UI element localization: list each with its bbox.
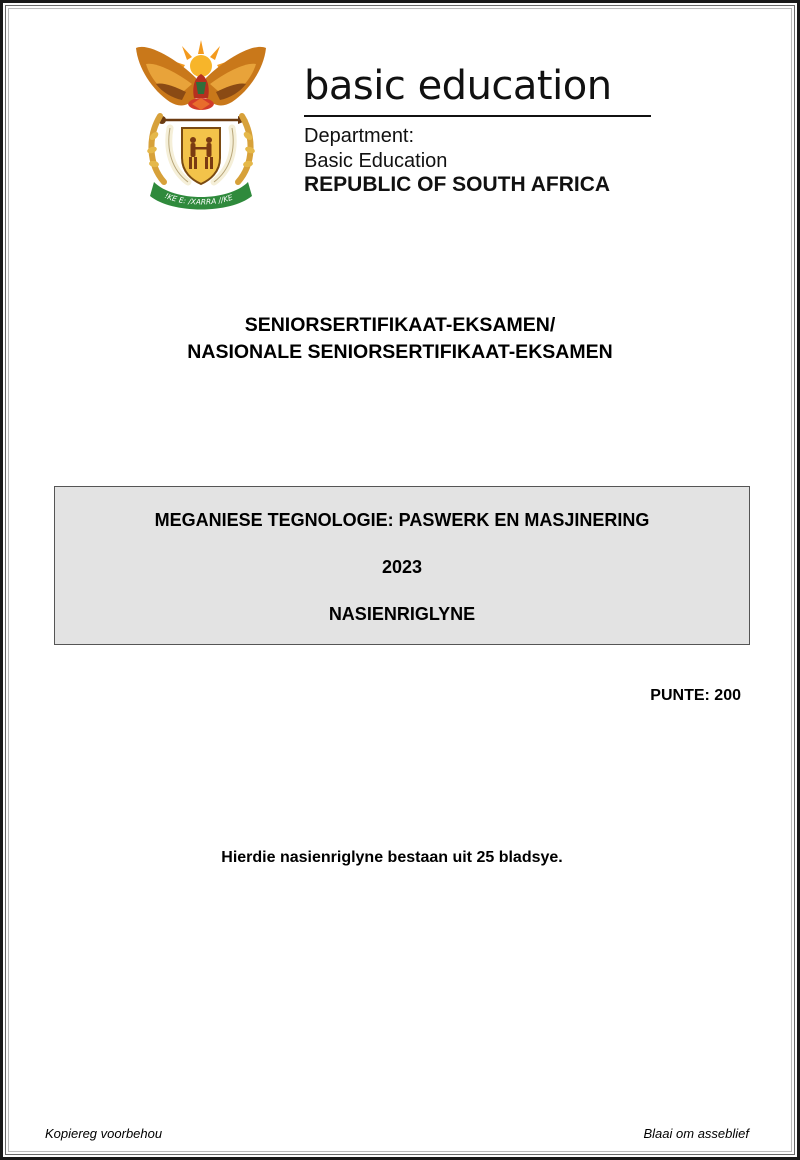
department-letterhead [304,62,612,196]
page-count-note: Hierdie nasienriglyne bestaan uit 25 bladsye. [221,849,563,866]
exam-year: 2023 [381,557,423,577]
department-label: Department: [304,125,415,147]
total-marks: PUNTE: 200 [650,687,741,704]
footer-turn-page: Blaai om asseblief [643,1126,749,1141]
footer-copyright: Kopiereg voorbehou [45,1126,163,1141]
department-name: Basic Education [304,150,448,172]
subject-title: MEGANIESE TEGNOLOGIE: PASWERK EN MASJINERING [154,510,650,530]
exam-heading [0,312,800,366]
coat-of-arms-icon [130,32,272,210]
brand-rule [304,115,651,117]
coat-of-arms-motto: !KE E: /XARRA //KE [163,191,234,207]
document-type: NASIENRIGLYNE [328,604,476,624]
exam-heading-line-2: NASIONALE SENIORSERTIFIKAAT-EKSAMEN [187,341,613,363]
country-name: REPUBLIC OF SOUTH AFRICA [304,173,611,196]
exam-heading-line-1: SENIORSERTIFIKAAT-EKSAMEN/ [244,314,556,336]
brand-title: basic education [304,63,612,109]
subject-box [54,486,750,645]
